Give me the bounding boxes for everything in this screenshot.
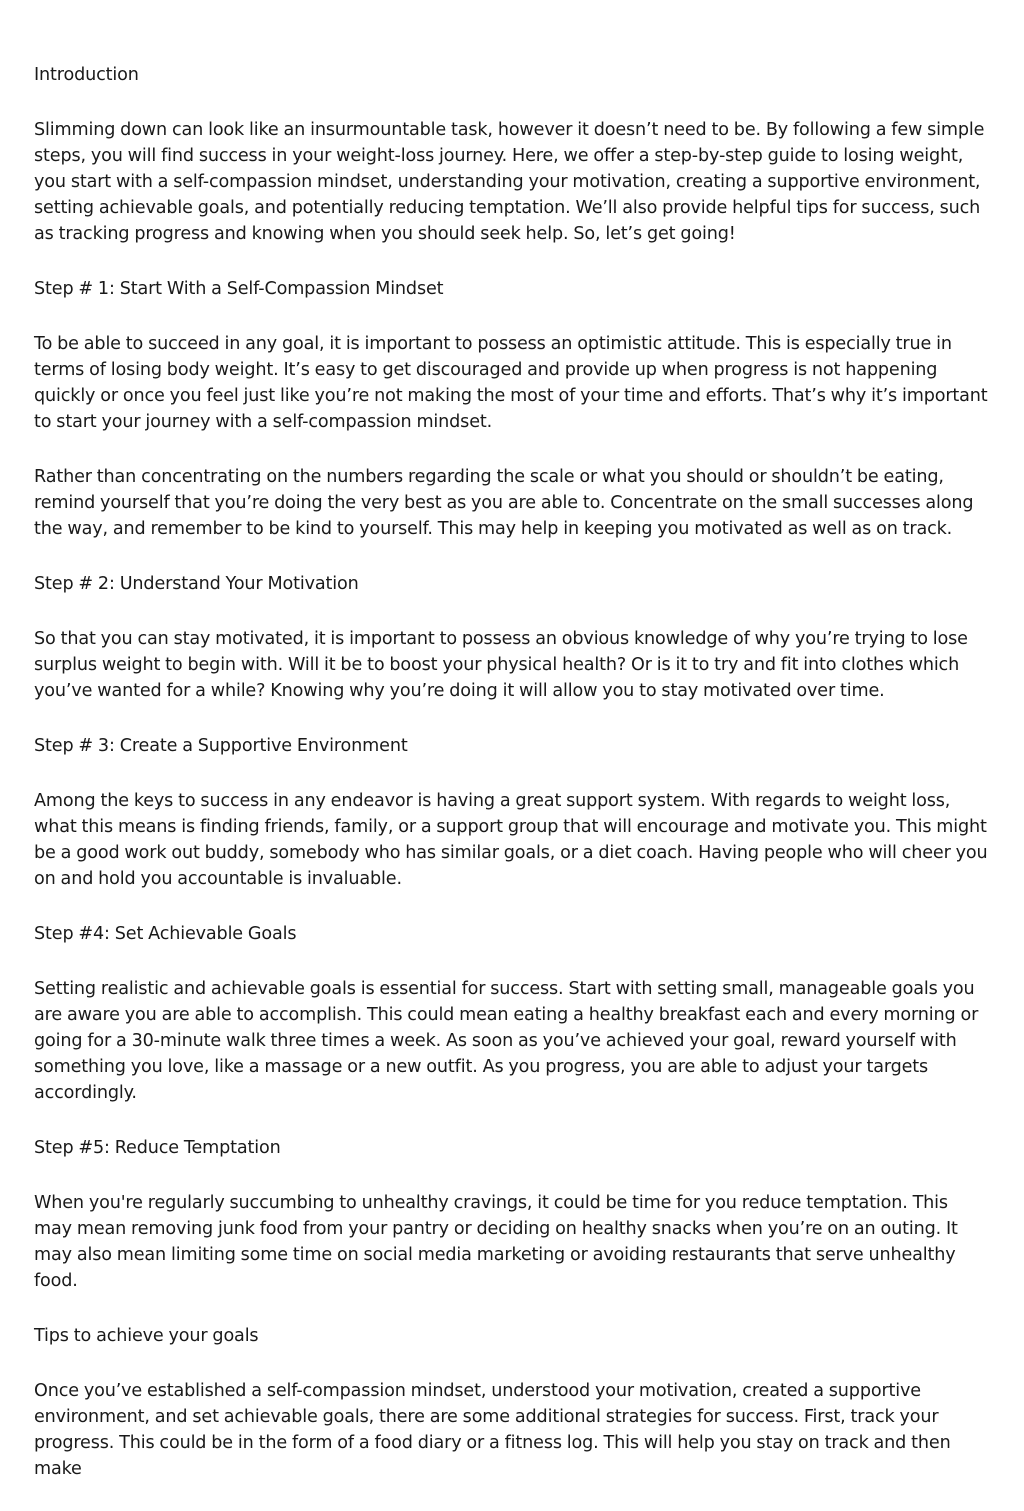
document-page: [34, 62, 990, 1511]
tips-paragraph: Once you’ve established a self-compassion mindset, understood your motivation, created a supportive environment, and set achievable goals, there are some additional strategies for success. First, track your progress. This could be in the form of a food diary or a fitness log. This will help you stay on track and then make: [34, 1381, 951, 1479]
step4-heading: Step #4: Set Achievable Goals: [34, 924, 297, 944]
step2-heading: Step # 2: Understand Your Motivation: [34, 574, 359, 594]
step1-paragraph-1: To be able to succeed in any goal, it is important to possess an optimistic attitude. This is especially true in terms of losing body weight. It’s easy to get discouraged and provide up when progress is not happening quickly or once you feel just like you’re not making the most of your time and efforts. That’s why it’s important to start your journey with a self-compassion mindset.: [34, 334, 988, 432]
step1-heading: Step # 1: Start With a Self-Compassion Mindset: [34, 279, 444, 299]
introduction-heading: Introduction: [34, 65, 139, 85]
step1-paragraph-2: Rather than concentrating on the numbers regarding the scale or what you should or shouldn’t be eating, remind yourself that you’re doing the very best as you are able to. Concentrate on the small successes along the way, and remember to be kind to yourself. This may help in keeping you motivated as well as on track.: [34, 467, 974, 539]
step5-paragraph: When you're regularly succumbing to unhealthy cravings, it could be time for you reduce temptation. This may mean removing junk food from your pantry or deciding on healthy snacks when you’re on an outing. It may also mean limiting some time on social media marketing or avoiding restaurants that serve unhealthy food.: [34, 1193, 958, 1291]
step5-heading: Step #5: Reduce Temptation: [34, 1138, 281, 1158]
step3-heading: Step # 3: Create a Supportive Environment: [34, 736, 408, 756]
step4-paragraph: Setting realistic and achievable goals is essential for success. Start with setting small, manageable goals you are aware you are able to accomplish. This could mean eating a healthy breakfast each and every morning or going for a 30-minute walk three times a week. As soon as you’ve achieved your goal, reward yourself with something you love, like a massage or a new outfit. As you progress, you are able to adjust your targets accordingly.: [34, 979, 979, 1103]
step3-paragraph: Among the keys to success in any endeavor is having a great support system. With regards to weight loss, what this means is finding friends, family, or a support group that will encourage and motivate you. This might be a good work out buddy, somebody who has similar goals, or a diet coach. Having people who will cheer you on and hold you accountable is invaluable.: [34, 791, 988, 889]
tips-heading: Tips to achieve your goals: [34, 1326, 259, 1346]
introduction-paragraph: Slimming down can look like an insurmountable task, however it doesn’t need to be. By following a few simple steps, you will find success in your weight-loss journey. Here, we offer a step-by-step guide to losing weight, you start with a self-compassion mindset, understanding your motivation, creating a supportive environment, setting achievable goals, and potentially reducing temptation. We’ll also provide helpful tips for success, such as tracking progress and knowing when you should seek help. So, let’s get going!: [34, 120, 985, 244]
step2-paragraph: So that you can stay motivated, it is important to possess an obvious knowledge of why you’re trying to lose surplus weight to begin with. Will it be to boost your physical health? Or is it to try and fit into clothes which you’ve wanted for a while? Knowing why you’re doing it will allow you to stay motivated over time.: [34, 629, 968, 701]
